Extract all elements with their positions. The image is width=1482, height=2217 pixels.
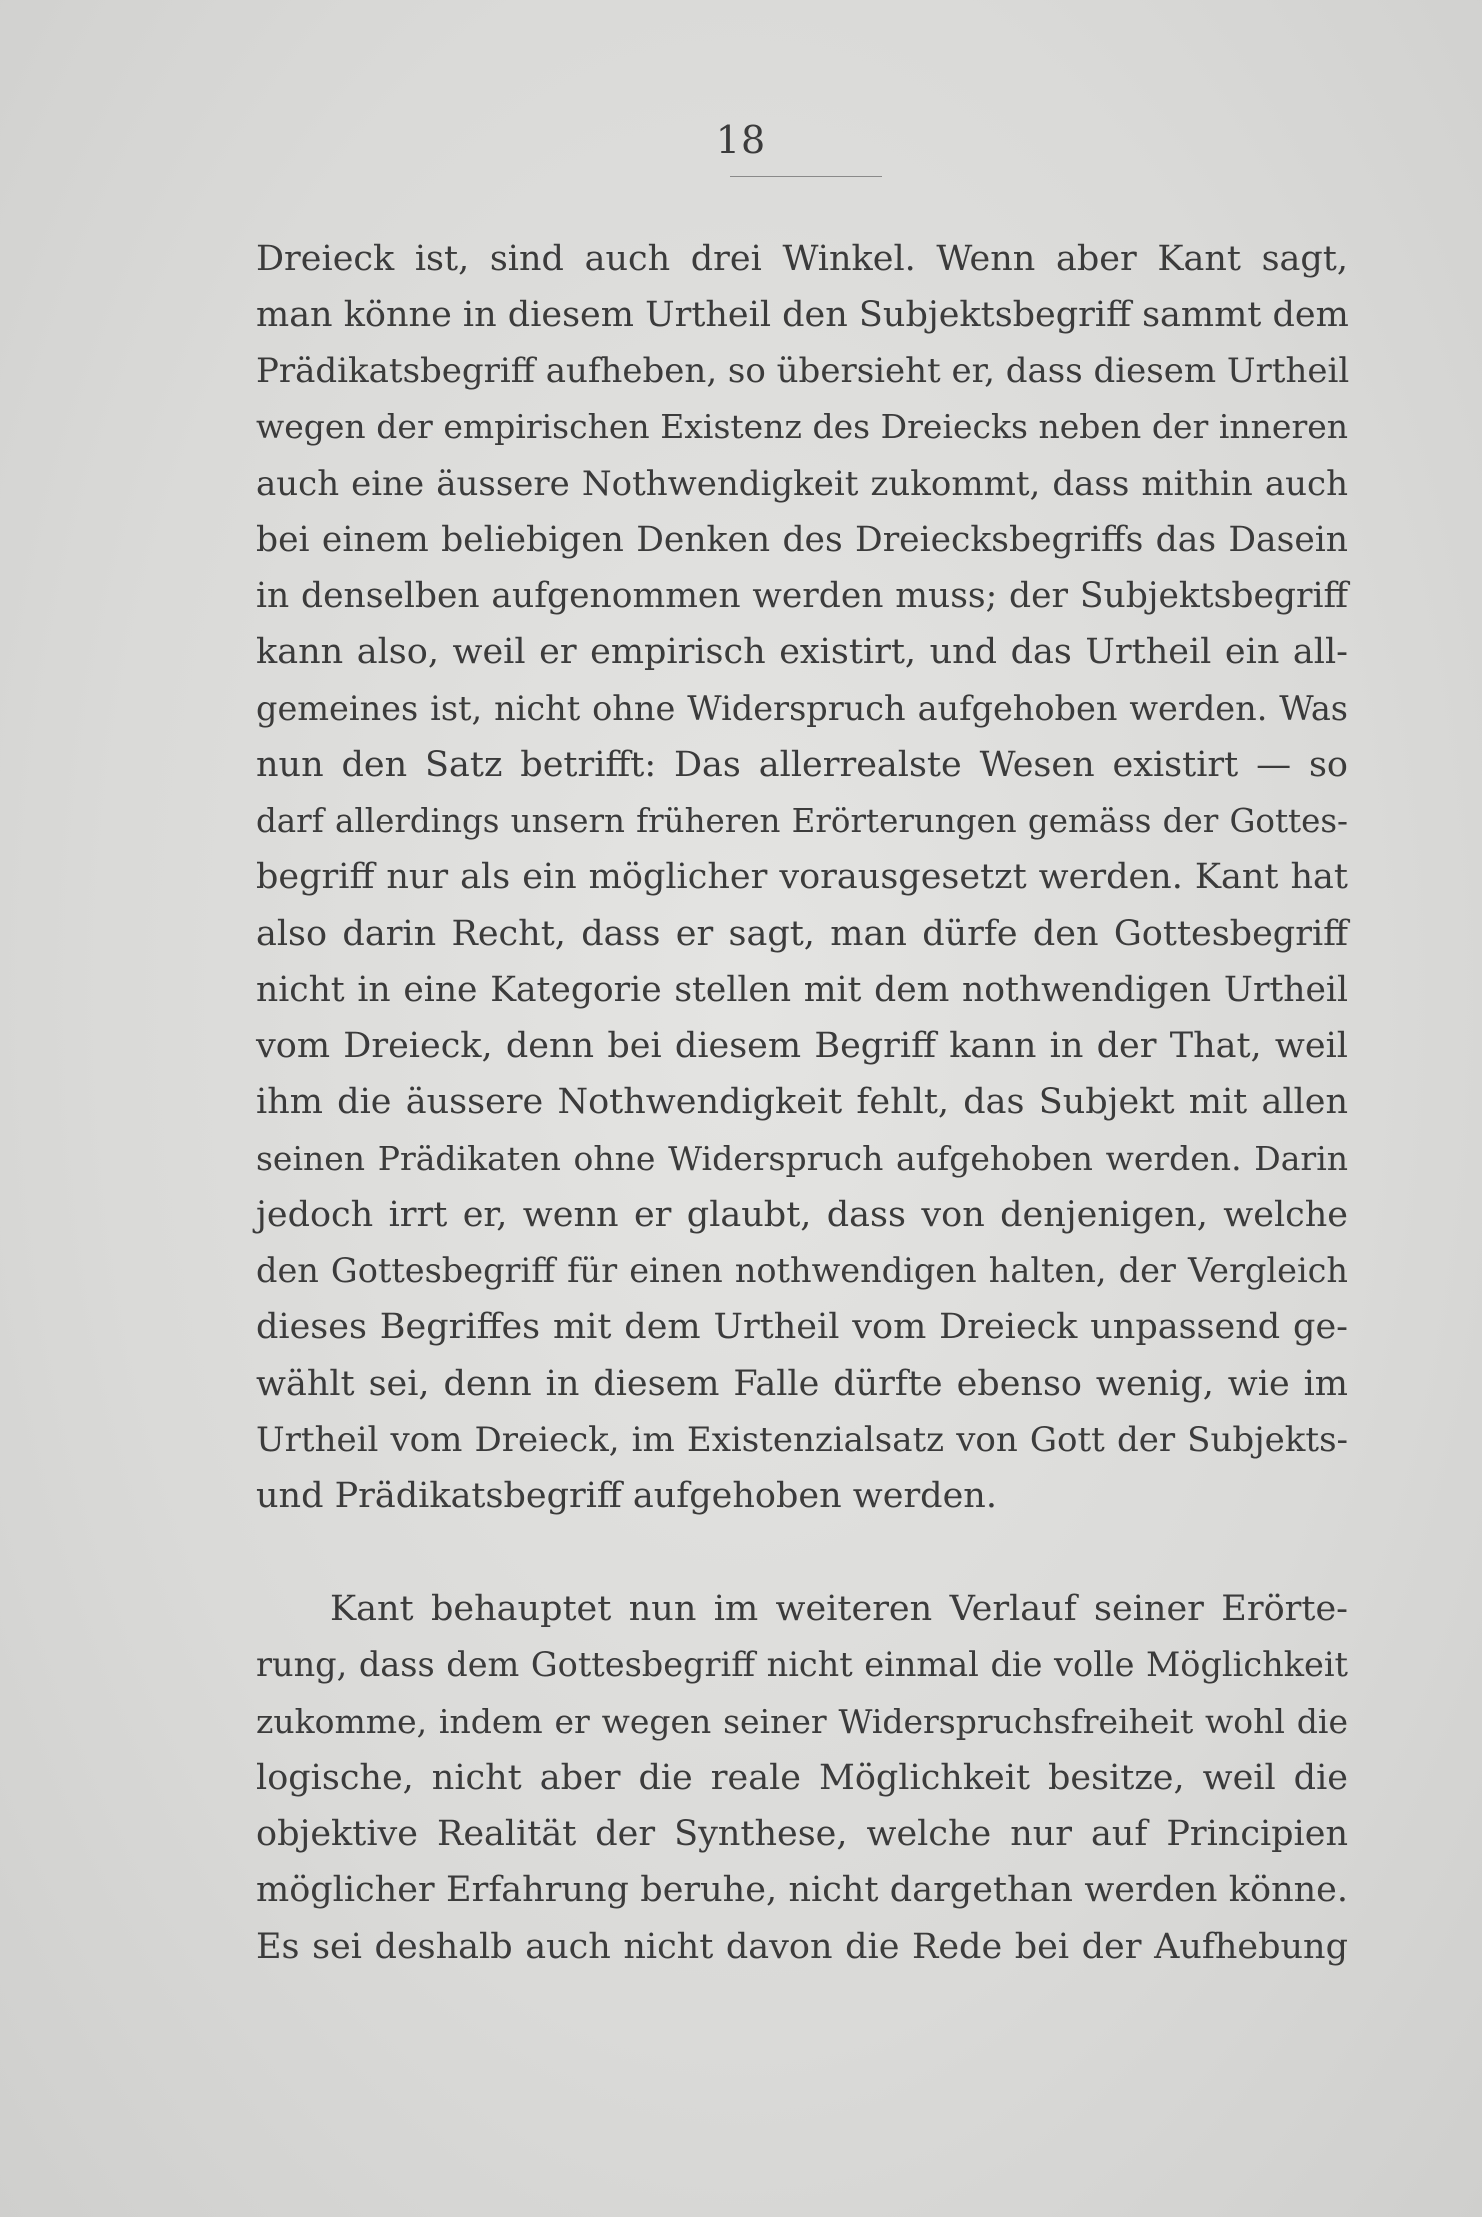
- text-line: Dreieck ist, sind auch drei Winkel. Wenn aber Kant sagt,: [256, 239, 1348, 279]
- text-line: logische, nicht aber die reale Möglichkeit besitze, weil die: [256, 1758, 1348, 1798]
- text-line: Prädikatsbegriff aufheben, so übersieht er, dass diesem Urtheil: [256, 351, 1350, 391]
- text-line: nun den Satz betrifft: Das allerrealste Wesen existirt — so: [256, 745, 1348, 785]
- text-line: und Prädikatsbegriff aufgehoben werden.: [256, 1476, 997, 1516]
- text-line: den Gottesbegriff für einen nothwendigen halten, der Vergleich: [256, 1251, 1348, 1290]
- text-line: Urtheil vom Dreieck, im Existenzialsatz von Gott der Subjekts-: [256, 1420, 1348, 1460]
- text-line: ihm die äussere Nothwendigkeit fehlt, das Subjekt mit allen: [256, 1082, 1348, 1122]
- text-line: man könne in diesem Urtheil den Subjektsbegriff sammt dem: [256, 295, 1349, 335]
- text-line: wegen der empirischen Existenz des Dreiecks neben der inneren: [256, 407, 1348, 446]
- text-line: objektive Realität der Synthese, welche nur auf Principien: [256, 1814, 1348, 1854]
- text-line: wählt sei, denn in diesem Falle dürfte ebenso wenig, wie im: [256, 1364, 1348, 1404]
- header-rule: [730, 176, 882, 177]
- text-line: vom Dreieck, denn bei diesem Begriff kann in der That, weil: [256, 1026, 1348, 1066]
- text-line: möglicher Erfahrung beruhe, nicht dargethan werden könne.: [256, 1870, 1348, 1910]
- text-line: gemeines ist, nicht ohne Widerspruch aufgehoben werden. Was: [256, 689, 1348, 728]
- text-line: dieses Begriffes mit dem Urtheil vom Dreieck unpassend ge-: [256, 1307, 1348, 1347]
- text-line: begriff nur als ein möglicher vorausgesetzt werden. Kant hat: [256, 857, 1348, 897]
- text-line: Es sei deshalb auch nicht davon die Rede bei der Aufhebung: [256, 1927, 1348, 1967]
- text-line: bei einem beliebigen Denken des Dreiecksbegriffs das Dasein: [256, 520, 1348, 560]
- text-line: jedoch irrt er, wenn er glaubt, dass von denjenigen, welche: [256, 1195, 1348, 1235]
- text-line: kann also, weil er empirisch existirt, und das Urtheil ein all-: [256, 632, 1348, 672]
- text-line: also darin Recht, dass er sagt, man dürfe den Gottesbegriff: [256, 914, 1348, 954]
- text-line: rung, dass dem Gottesbegriff nicht einmal die volle Möglichkeit: [256, 1645, 1348, 1684]
- text-line: nicht in eine Kategorie stellen mit dem nothwendigen Urtheil: [256, 970, 1348, 1010]
- text-line: seinen Prädikaten ohne Widerspruch aufgehoben werden. Darin: [256, 1139, 1348, 1178]
- text-line: in denselben aufgenommen werden muss; der Subjektsbegriff: [256, 576, 1348, 616]
- text-line: darf allerdings unsern früheren Erörterungen gemäss der Gottes-: [256, 802, 1348, 840]
- text-line: zukomme, indem er wegen seiner Widerspruchsfreiheit wohl die: [256, 1702, 1348, 1741]
- text-line: Kant behauptet nun im weiteren Verlauf seiner Erörte-: [330, 1589, 1348, 1629]
- page-number: 18: [715, 118, 767, 162]
- text-line: auch eine äussere Nothwendigkeit zukommt, dass mithin auch: [256, 464, 1348, 504]
